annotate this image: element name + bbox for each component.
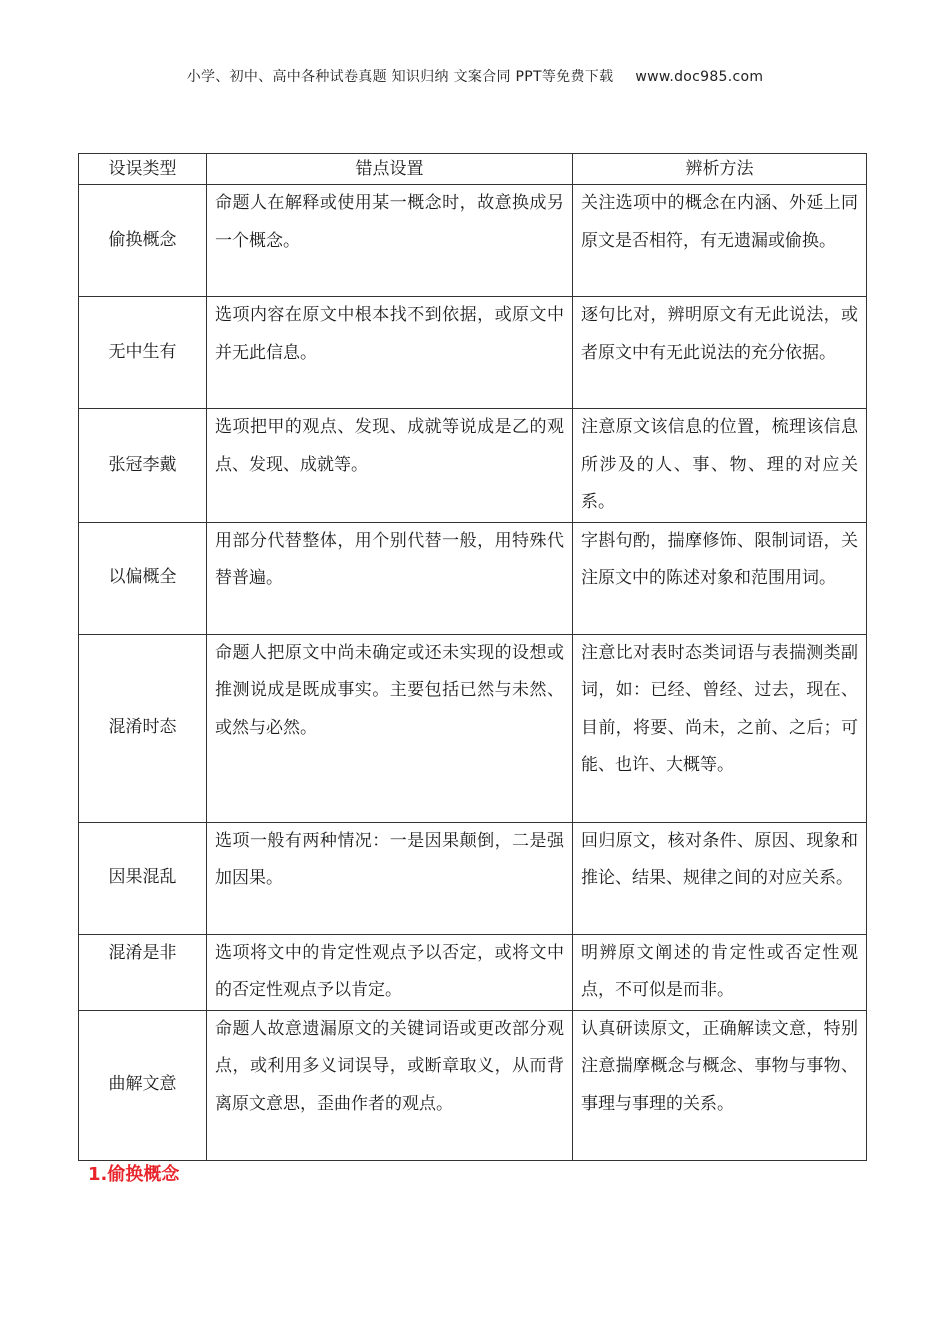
table-row	[79, 297, 867, 409]
row-method: 注意原文该信息的位置，梳理该信息所涉及的人、事、物、理的对应关系。	[573, 409, 867, 523]
row-setting: 选项一般有两种情况：一是因果颠倒，二是强加因果。	[207, 822, 573, 934]
table-row	[79, 185, 867, 297]
row-method: 逐句比对，辨明原文有无此说法，或者原文中有无此说法的充分依据。	[573, 297, 867, 409]
table-header-row	[79, 154, 867, 185]
table-row	[79, 522, 867, 634]
table-row	[79, 1010, 867, 1160]
row-type: 偷换概念	[79, 185, 207, 297]
row-setting: 用部分代替整体，用个别代替一般，用特殊代替普遍。	[207, 522, 573, 634]
row-type: 混淆是非	[79, 934, 207, 1010]
row-setting: 命题人故意遗漏原文的关键词语或更改部分观点，或利用多义词误导，或断章取义，从而背离原文意思，歪曲作者的观点。	[207, 1010, 573, 1160]
header-setting: 错点设置	[207, 154, 573, 185]
row-method: 字斟句酌，揣摩修饰、限制词语，关注原文中的陈述对象和范围用词。	[573, 522, 867, 634]
row-type: 以偏概全	[79, 522, 207, 634]
row-setting: 选项把甲的观点、发现、成就等说成是乙的观点、发现、成就等。	[207, 409, 573, 523]
row-setting: 选项将文中的肯定性观点予以否定，或将文中的否定性观点予以肯定。	[207, 934, 573, 1010]
table-row	[79, 934, 867, 1010]
row-method: 认真研读原文，正确解读文意，特别注意揣摩概念与概念、事物与事物、事理与事理的关系。	[573, 1010, 867, 1160]
table-row	[79, 822, 867, 934]
row-type: 张冠李戴	[79, 409, 207, 523]
row-method: 关注选项中的概念在内涵、外延上同原文是否相符，有无遗漏或偷换。	[573, 185, 867, 297]
section-title: 1.偷换概念	[88, 1164, 180, 1185]
row-setting: 选项内容在原文中根本找不到依据，或原文中并无此信息。	[207, 297, 573, 409]
header-url[interactable]: www.doc985.com	[635, 69, 764, 85]
row-method: 注意比对表时态类词语与表揣测类副词，如：已经、曾经、过去，现在、目前，将要、尚未，之前、之后；可能、也许、大概等。	[573, 634, 867, 822]
page-header	[0, 66, 950, 86]
header-method: 辨析方法	[573, 154, 867, 185]
row-method: 回归原文，核对条件、原因、现象和推论、结果、规律之间的对应关系。	[573, 822, 867, 934]
row-setting: 命题人在解释或使用某一概念时，故意换成另一个概念。	[207, 185, 573, 297]
row-setting: 命题人把原文中尚未确定或还未实现的设想或推测说成是既成事实。主要包括已然与未然、或然与必然。	[207, 634, 573, 822]
error-type-table	[78, 153, 867, 1161]
row-type: 曲解文意	[79, 1010, 207, 1160]
table-row	[79, 409, 867, 523]
header-text: 小学、初中、高中各种试卷真题 知识归纳 文案合同 PPT等免费下载	[186, 69, 614, 85]
header-type: 设误类型	[79, 154, 207, 185]
row-type: 无中生有	[79, 297, 207, 409]
table-row	[79, 634, 867, 822]
row-type: 因果混乱	[79, 822, 207, 934]
row-type: 混淆时态	[79, 634, 207, 822]
row-method: 明辨原文阐述的肯定性或否定性观点，不可似是而非。	[573, 934, 867, 1010]
